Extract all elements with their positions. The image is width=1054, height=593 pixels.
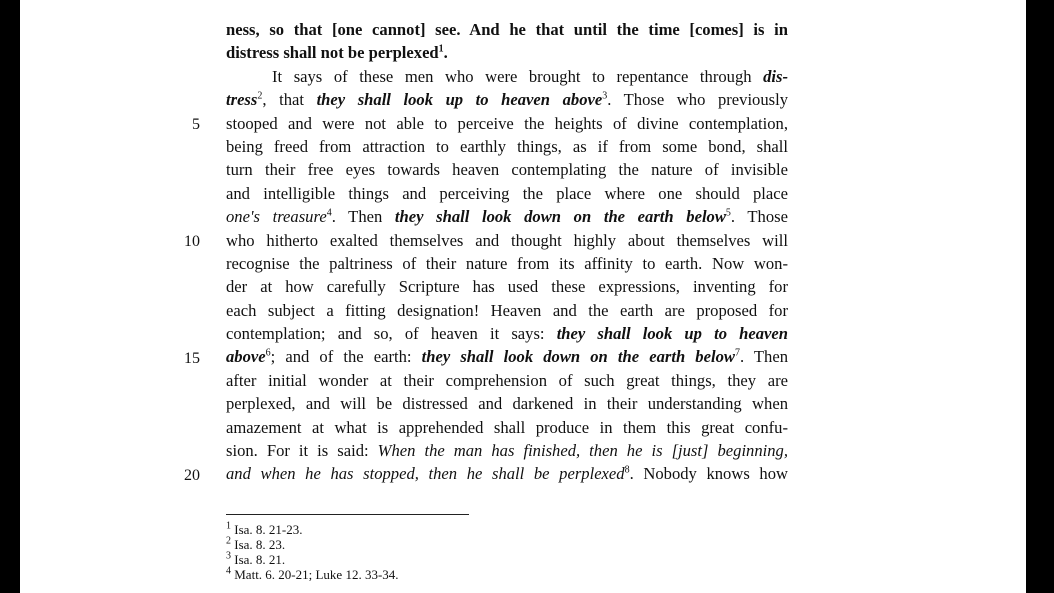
text-line: ness, so that [one cannot] see. And he that until the time [comes] is in — [226, 20, 788, 39]
text-line: amazement at what is apprehended shall produce in them this great confu- — [226, 417, 788, 437]
footnote-ref: 4 — [326, 207, 332, 219]
line-number-5: 5 — [192, 116, 200, 133]
text-line: and when he has stopped, then he shall be perplexed$^8$. Nobody knows how — [226, 464, 788, 484]
text-line: stooped and were not able to perceive the heights of divine contemplation, — [226, 113, 788, 133]
footnote: $^3$ Isa. 8. 21. — [226, 550, 286, 567]
footnote: $^2$ Isa. 8. 23. — [226, 535, 286, 552]
text-line: each subject a fitting designation! Heaven and the earth are proposed for — [226, 300, 788, 320]
footnote-ref: 5 — [725, 207, 731, 219]
text-line: tress$^2$, that they shall look up to heaven above$^3$. Those who previously — [226, 90, 789, 110]
text-line: and intelligible things and perceiving the place where one should place — [226, 183, 788, 203]
line-number-20: 20 — [184, 467, 200, 484]
footnote: $^1$ Isa. 8. 21-23. — [226, 520, 303, 537]
text-line: turn their free eyes towards heaven contemplating the nature of invisible — [226, 160, 788, 180]
text-line: one's treasure$^4$. Then they shall look down on the earth below$^5$. Those — [226, 207, 788, 227]
footnote-ref: 2 — [257, 90, 263, 102]
text-line: sion. For it is said: When the man has finished, then he is [just] beginning, — [226, 441, 789, 461]
text-line: contemplation; and so, of heaven it says: they shall look up to heaven — [226, 324, 788, 344]
line-number-10: 10 — [184, 233, 200, 250]
text-line: above$^6$; and of the earth: they shall look down on the earth below$^7$. Then — [226, 347, 788, 367]
line-number-15: 15 — [184, 350, 200, 367]
text-line: der at how carefully Scripture has used these expressions, inventing for — [226, 277, 788, 297]
book-page — [20, 0, 1026, 593]
body-text — [226, 18, 788, 486]
text-line: being freed from attraction to earthly things, as if from some bond, shall — [226, 136, 788, 156]
text-line: It says of these men who were brought to repentance through dis- — [272, 66, 788, 86]
footnote-ref: 3 — [602, 90, 608, 102]
footnote-ref: 6 — [265, 347, 271, 359]
footnotes — [226, 522, 399, 582]
footnote: $^4$ Matt. 6. 20-21; Luke 12. 33-34. — [226, 565, 399, 582]
footnote-ref: 7 — [734, 347, 740, 359]
text-line: perplexed, and will be distressed and darkened in their understanding when — [226, 394, 788, 414]
text-line: who hitherto exalted themselves and thought highly about themselves will — [226, 230, 788, 250]
text-line: distress shall not be perplexed$^1$. — [226, 43, 448, 63]
text-line: after initial wonder at their comprehension of such great things, they are — [226, 370, 788, 390]
text-line: recognise the paltriness of their nature from its affinity to earth. Now won- — [226, 253, 788, 273]
footnote-ref: 8 — [624, 464, 630, 476]
footnote-divider — [226, 514, 469, 515]
viewer-edge — [1026, 0, 1054, 593]
footnote-ref: 1 — [438, 43, 444, 55]
